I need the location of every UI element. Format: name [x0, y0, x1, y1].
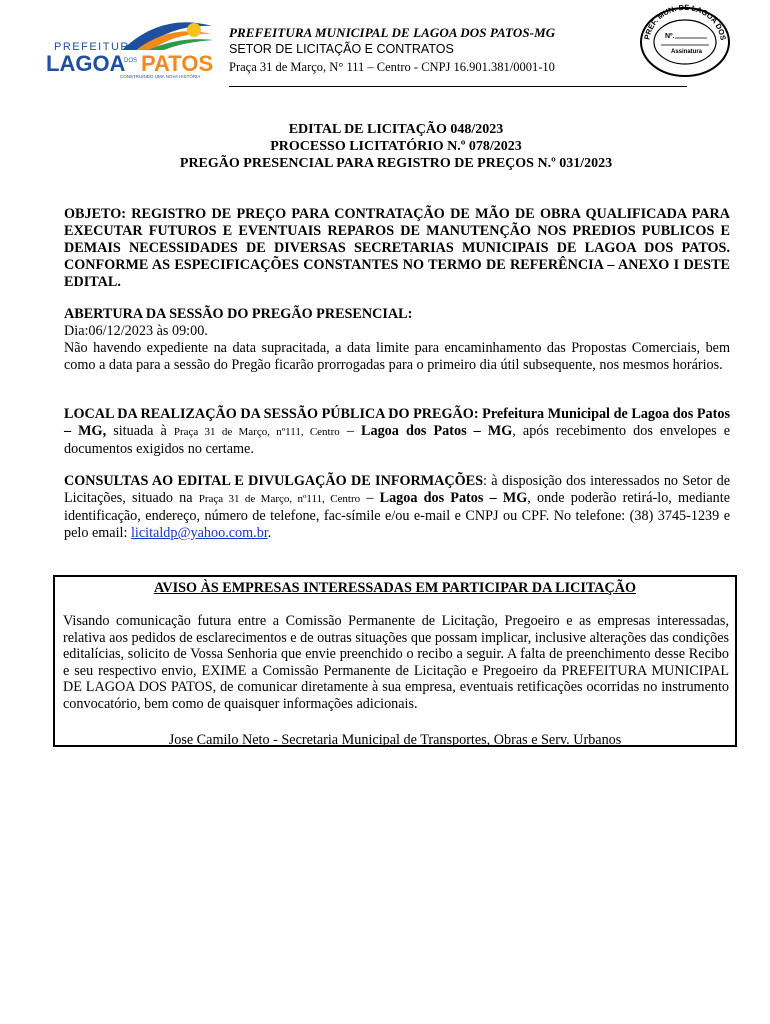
protocol-stamp [637, 4, 733, 78]
notice-body: Visando comunicação futura entre a Comissão Permanente de Licitação, Pregoeiro e as empresas interessadas, relativa aos pedidos de esclarecimentos e de outras situações que possam implicar, inclusive alterações das condições editalícias, solicito de Vossa Senhoria que envie preenchido o recibo a seguir. A falta de preenchimento desse Recibo e seu respectivo envio, EXIME a Comissão Permanente de Licitação e Pregoeiro da PREFEITURA MUNICIPAL DE LAGOA DOS PATOS, de comunicar diretamente à sua empresa, eventuais retificações ocorridas no instrumento convocatório, bem como de quaisquer informações adicionais. [63, 613, 730, 712]
edital-number-title: EDITAL DE LICITAÇÃO 048/2023 [288, 122, 504, 137]
department-name: SETOR DE LICITAÇÃO E CONTRATOS [229, 42, 454, 56]
logo-word-patos: PATOS [141, 51, 214, 76]
logo-word-prefeitura: PREFEITURA [54, 41, 139, 53]
logo-tagline: CONSTRUINDO UMA NOVA HISTÓRIA [120, 74, 201, 79]
letterhead [229, 24, 629, 76]
email-link[interactable]: licitaldp@yahoo.com.br [130, 525, 268, 541]
objeto-paragraph: OBJETO: REGISTRO DE PREÇO PARA CONTRATAÇÃO DE MÃO DE OBRA QUALIFICADA PARA EXECUTAR FUTUROS E EVENTUAIS REPAROS DE MANUTENÇÃO NOS PREDIOS PUBLICOS E DEMAIS NECESSIDADES DE DIVERSAS SECRETARIAS MUNICIPAIS DE LAGOA DOS PATOS. CONFORME AS ESPECIFICAÇÕES CONSTANTES NO TERMO DE REFERÊNCIA – ANEXO I DESTE EDITAL. [64, 206, 730, 290]
consultas-dash: – [366, 490, 374, 506]
consultas-rest: , onde poderão retirá-lo, mediante identificação, endereço, número de telefone, fac-símile e/ou e-mail e CNPJ ou CPF. No telefone: (38) 3745-1239 e pelo email: [64, 490, 731, 541]
local-place: Prefeitura Municipal de Lagoa dos Patos – MG, [64, 406, 730, 439]
abertura-heading: ABERTURA DA SESSÃO DO PREGÃO PRESENCIAL: [64, 306, 413, 322]
stamp-signature-label: Assinatura [671, 49, 703, 55]
abertura-text: Não havendo expediente na data supracitada, a data limite para encaminhamento das Propostas Comerciais, bem como a data para a sessão do Pregão ficarão prorrogadas para o primeiro dia útil subsequente, nos mesmos horários. [64, 340, 730, 373]
local-address: Praça 31 de Março, nº111, Centro [173, 426, 340, 438]
consultas-address: Praça 31 de Março, nº111, Centro [198, 493, 361, 505]
local-dash: – [346, 423, 354, 439]
abertura-date: Dia:06/12/2023 às 09:00. [64, 323, 208, 339]
abertura-section [64, 306, 730, 374]
pregao-number-title: PREGÃO PRESENCIAL PARA REGISTRO DE PREÇOS N.º 031/2023 [179, 156, 613, 171]
municipality-name: PREFEITURA MUNICIPAL DE LAGOA DOS PATOS-MG [229, 25, 556, 40]
edital-titles [60, 121, 732, 172]
stamp-ring-text: PREF. MUN. DE LAGOA DOS [642, 4, 728, 41]
notice-box [53, 575, 737, 747]
municipality-logo [44, 10, 220, 80]
header-divider [229, 86, 687, 87]
notice-title: AVISO ÀS EMPRESAS INTERESSADAS EM PARTICIPAR DA LICITAÇÃO [153, 580, 637, 596]
consultas-intro: : à disposição dos interessados no Setor de Licitações, situado na [64, 473, 730, 506]
notice-signature: Jose Camilo Neto - Secretaria Municipal de Transportes, Obras e Serv. Urbanos [168, 732, 622, 748]
consultas-end: . [267, 525, 272, 541]
local-situada: situada à [113, 423, 167, 439]
local-rest: , após recebimento dos envelopes e documentos exigidos no certame. [64, 423, 731, 457]
local-section [64, 406, 730, 458]
consultas-city: Lagoa dos Patos – MG [379, 490, 528, 506]
consultas-section [64, 473, 730, 542]
consultas-heading: CONSULTAS AO EDITAL E DIVULGAÇÃO DE INFORMAÇÕES [64, 473, 484, 489]
svg-text:PREF. MUN. DE LAGOA DOS PATOS [637, 4, 728, 43]
logo-word-lagoa: LAGOA [46, 51, 126, 76]
local-city: Lagoa dos Patos – MG [361, 423, 513, 439]
process-number-title: PROCESSO LICITATÓRIO N.º 078/2023 [270, 139, 522, 154]
stamp-number-label: Nº. [665, 33, 675, 40]
logo-word-dos: DOS [124, 58, 138, 64]
address-line: Praça 31 de Março, N° 111 – Centro - CNPJ 16.901.381/0001-10 [229, 60, 555, 74]
local-heading: LOCAL DA REALIZAÇÃO DA SESSÃO PÚBLICA DO PREGÃO: [64, 406, 479, 422]
